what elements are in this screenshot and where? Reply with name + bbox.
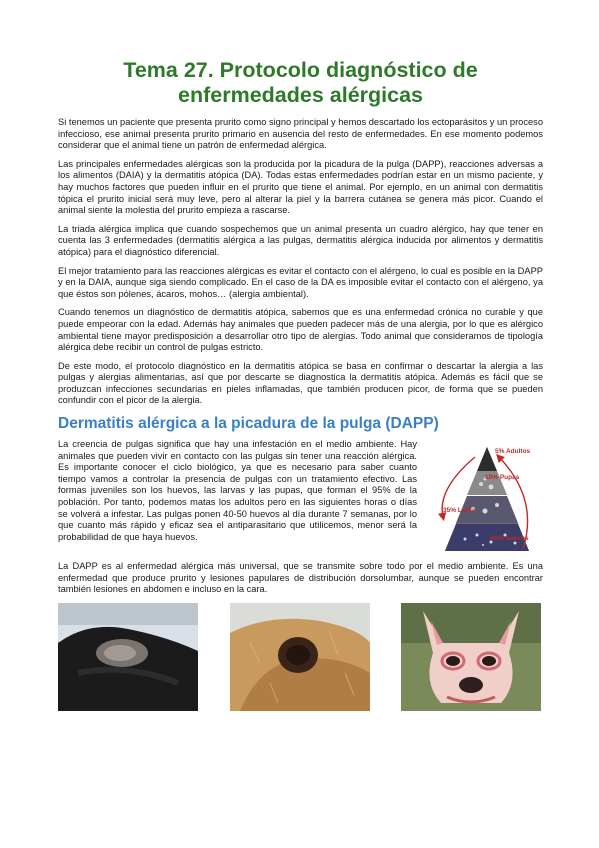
paragraph-dapp-universal: La DAPP es al enfermedad alérgica más universal, que se transmite sobre todo por el medio ambiente. Es una enfermedad que produce prurito y lesiones papulares de distribución dorsolumbar, aunque se pueden encontrar también lesiones en abdomen e incluso en la cara. (58, 561, 543, 595)
pyramid-label-adults: 5% Adultos (495, 448, 531, 456)
paragraph-flea-cycle: La creencia de pulgas significa que hay una infestación en el medio ambiente. Hay animales que pueden vivir en contacto con las pulgas sin tener una reacción alérgica. Es importante conocer el ciclo biológico, ya que es necesario para saber cuanto tiempo vamos a controlar la presencia de pulgas con un tratamiento efectivo. Las formas juveniles son los huevos, las larvas y las pupas, que forman el 95% de la población. Por tanto, podemos matas los adultos pero en las siguientes horas o días se volverá a infestar. Las pulgas ponen 40-50 huevos al día durante 7 semanas, por lo que cuanto más rápido y eficaz sea el antiparasitario que utilicemos, menor será la probabilidad de que haya huevos. (58, 439, 417, 542)
pyramid-label-eggs: 50% huevos (491, 535, 529, 543)
flea-population-pyramid (425, 439, 543, 561)
pyramid-label-larvae: 35% Larva (443, 507, 476, 515)
paragraph-atopic: Cuando tenemos un diagnóstico de dermatitis atópica, sabemos que es una enfermedad crónica no curable y que puede empeorar con la edad. Además hay animales que pueden padecer más de una alergia, por lo que es alérgico ambiental tiene mayor predisposición a desarrollar otro tipo de alergias. Todo animal que consideramos de tipología alérgica debe recibir un control de pulgas estricto. (58, 307, 543, 353)
photo-dog-face-lesion (401, 603, 541, 711)
photo-dog-back-lesion (58, 603, 198, 711)
section-heading: Dermatitis alérgica a la picadura de la pulga (DAPP) (58, 415, 439, 433)
paragraph-triad: La triada alérgica implica que cuando sospechemos que un animal presenta un cuadro alérgico, hay que tener en cuenta las 3 enfermedades (dermatitis alérgica a las pulgas, dermatitis alérgica inducida por alimentos y dermatitis atópica) para el diagnóstico diferencial. (58, 223, 543, 257)
photo-dog-flank-lesion (230, 603, 370, 711)
paragraph-treatment: El mejor tratamiento para las reacciones alérgicas es evitar el contacto con el alérgeno, lo cual es posible en la DAPP y en la DAIA, aunque siga siendo complicado. En el caso de la DA es imposible evitar el contacto con el alérgeno, ya que éstos son pólenes, ácaros, mohos… (alergia ambiental). (58, 265, 543, 299)
dapp-row (58, 439, 543, 561)
title-block (58, 58, 543, 108)
paragraph-main-diseases: Las principales enfermedades alérgicas son la producida por la picadura de la pulga (DAPP), reacciones adversas a los alimentos (DAIA) y la dermatitis atópica (DA). Todas estas enfermedades podrían estar en un mismo paciente, y hay muchos factores que pueden influir en el prurito que tiene el animal. Por ejemplo, en un animal con dermatitis tópica el prurito inicial será muy leve, pero al alterar la piel y la barrera cutánea se genera más picor. Cuando el animal siente la molestia del prurito empieza a rascarse. (58, 158, 543, 216)
paragraph-intro: Si tenemos un paciente que presenta prurito como signo principal y hemos descartado los ectoparásitos y un proceso infeccioso, ese animal presenta prurito primario en ausencia del resto de enfermedades. En ese momento podemos considerar que el animal tiene un patrón de enfermedad alérgica. (58, 117, 543, 151)
pyramid-label-pupae: 10% Pupas (485, 474, 520, 482)
page-title: Tema 27. Protocolo diagnóstico de enfermedades alérgicas (123, 58, 478, 107)
photo-row (58, 603, 543, 711)
paragraph-protocol: De este modo, el protocolo diagnóstico en la dermatitis atópica se basa en confirmar o descartar la alergia a las pulgas y alergias alimentarias, así que por descarte se diagnostica la dermatitis atópica. Además es fácil que se produzcan infecciones secundarias en pieles inflamadas, que también producen picor, de forma que se pueden confundir con el picor de la alergia. (58, 360, 543, 406)
